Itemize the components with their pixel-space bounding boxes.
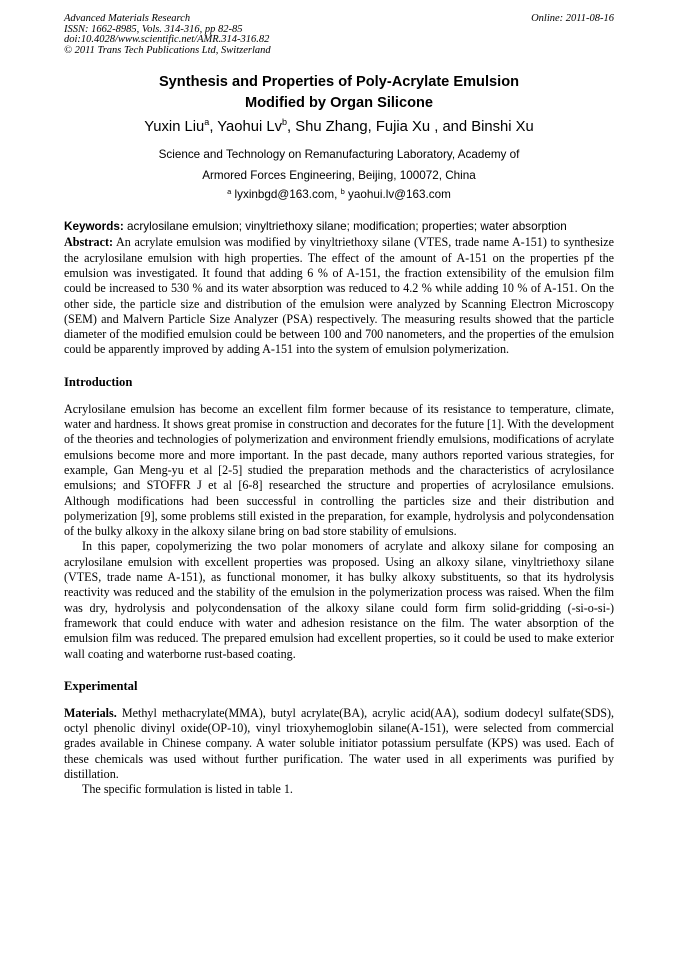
affiliation-line-2: Armored Forces Engineering, Beijing, 100072, China: [202, 169, 476, 183]
journal-header: [64, 14, 614, 56]
abstract: [64, 235, 614, 357]
author-2: , Yaohui Lv: [209, 119, 282, 136]
introduction-heading: Introduction: [64, 374, 133, 389]
affiliation-line-1: Science and Technology on Remanufacturing Laboratory, Academy of: [158, 148, 520, 162]
formulation-sentence: The specific formulation is listed in table 1.: [82, 782, 293, 797]
paper-title: [64, 72, 614, 114]
online-date: Online: 2011-08-16: [531, 13, 614, 24]
title-line-1: Synthesis and Properties of Poly-Acrylate Emulsion: [158, 74, 520, 91]
other-authors: , Shu Zhang, Fujia Xu , and Binshi Xu: [287, 119, 534, 136]
materials-label: Materials.: [64, 705, 117, 720]
author-2-affil-mark: b: [281, 117, 287, 128]
copyright-line: © 2011 Trans Tech Publications Ltd, Switzerland: [64, 44, 271, 56]
email-a: lyxinbgd@163.com,: [231, 188, 341, 202]
issn-line: ISSN: 1662-8985, Vols. 314-316, pp 82-85: [64, 23, 243, 35]
keywords: [64, 219, 614, 234]
author-1: Yuxin Liu: [144, 119, 205, 136]
email-b: yaohui.lv@163.com: [344, 188, 451, 202]
introduction-paragraph-1: Acrylosilane emulsion has become an excellent film former because of its resistance to temperature, climate, water and hardness. It shows great promise in construction and decorates for the future [1]. With the development of the theories and technologies of polymerization and environment friendly emulsions, modifications of acrylate emulsions become more and more important. In the past decade, many authors reported various strategies, for example, Gan Meng-yu et al [2-5] studied the preparation methods and the characteristics of acrylosilance emulsions; and STOFFR J et al [6-8] researched the structure and properties of acrylosilance emulsions. Although modifications had been successful in controlling the particles size and their distribution and polymerization [9], some problems still existed in the preparation, for example, hydrolysis and polycondensation of the bulky alkoxy in the alkoxy silane bring on bad store stability of emulsions.: [64, 401, 614, 539]
experimental-heading: Experimental: [64, 678, 138, 693]
author-list: [64, 117, 614, 137]
journal-name: Advanced Materials Research: [64, 13, 191, 24]
title-line-2: Modified by Organ Silicone: [244, 95, 434, 112]
abstract-label: Abstract:: [64, 235, 114, 250]
materials-text: Methyl methacrylate(MMA), butyl acrylate(BA), acrylic acid(AA), sodium dodecyl sulfate(SDS), octyl phenolic divinyl oxide(OP-10), vinyl trioxyhemoglobin silane(A-151), were selected from commercial grades available in Chinese company. A water soluble initiator potassium persulfate (KPS) was used. Each of these chemicals was used without further purification. The water used in all experiments was purified by distillation.: [64, 705, 614, 781]
keywords-label: Keywords:: [64, 220, 124, 234]
email-mark-b: b: [340, 187, 345, 197]
abstract-text: An acrylate emulsion was modified by vinyltriethoxy silane (VTES, trade name A-151) to synthesize the acrylosilane emulsion with high properties. The effect of the amount of A-151 on the properties pf the emulsion was investigated. It found that adding 6 % of A-151, the fraction extensibility of the emulsion film could be increased to 530 % and its water absorption was reduced to 4.2 % while adding 10 % of A-151. On the other side, the particle size and distribution of the emulsion were analyzed by Scanning Electron Microscopy (SEM) and Malvern Particle Size Analyzer (PSA) respectively. The measuring results showed that the particle diameter of the modified emulsion could be between 100 and 700 nanometers, and the properties of the emulsion could be apparently improved by adding A-151 into the system of emulsion polymerization.: [64, 235, 614, 357]
materials-paragraph: [64, 706, 614, 782]
doi-line: doi:10.4028/www.scientific.net/AMR.314-316.82: [64, 34, 270, 46]
affiliation: [64, 144, 614, 186]
introduction-paragraph-2: In this paper, copolymerizing the two polar monomers of acrylate and alkoxy silane for composing an acrylosilane emulsion with excellent properties was proposed. Using an alkoxy silane, vinyltriethoxy silane (VTES, trade name A-151), as functional monomer, it has bulky alkoxy substituents, so that its hydrolysis reactivity was reduced and the stability of the emulsion in the polymerization process was raised. When the film was dry, hydrolysis and polycondensation of the alkoxy silane could form firm solid-gridding (-si-o-si-) framework that could enduce with water and adhesion resistance on the film. The water absorption of the emulsion film was reduced. The prepared emulsion had excellent properties, so it could be used to make exterior wall coating and waterborne rust-based coating.: [64, 539, 614, 661]
author-1-affil-mark: a: [204, 117, 210, 128]
author-emails: [64, 186, 614, 204]
keywords-text: acrylosilane emulsion; vinyltriethoxy silane; modification; properties; water absorption: [123, 220, 567, 234]
email-mark-a: a: [227, 187, 232, 197]
